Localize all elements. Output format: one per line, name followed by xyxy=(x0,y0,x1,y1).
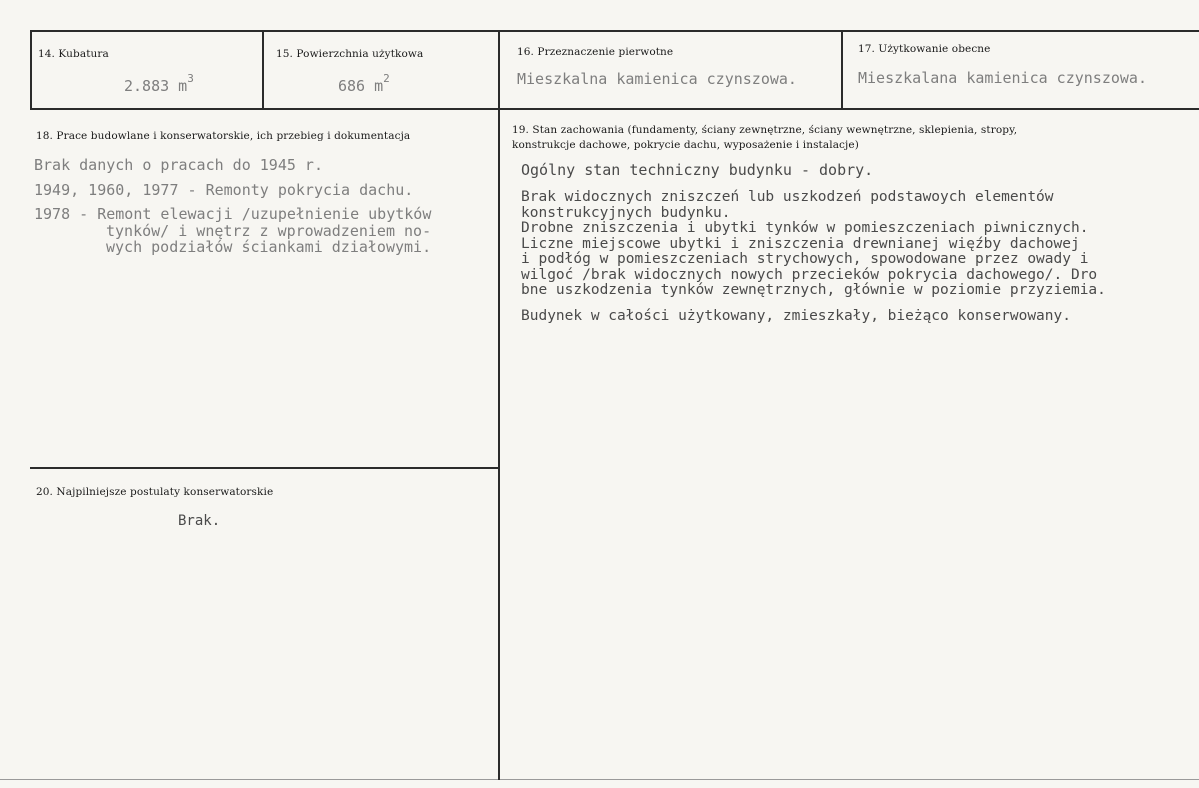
field-19-text xyxy=(521,160,1196,325)
field-20-label: 20. Najpilniejsze postulaty konserwatorskie xyxy=(36,486,274,498)
divider-14-15 xyxy=(262,30,264,110)
field-16-label: 16. Przeznaczenie pierwotne xyxy=(517,46,674,58)
condition-line-7: bne uszkodzenia tynków zewnętrznych, głównie w poziomie przyziemia. xyxy=(521,282,1106,298)
field-17-value: Mieszkalana kamienica czynszowa. xyxy=(858,69,1147,87)
area-value: 686 m xyxy=(338,77,384,95)
page-bottom-rule xyxy=(0,779,1199,780)
field-19-label-line-2: konstrukcje dachowe, pokrycie dachu, wyposażenie i instalacje) xyxy=(512,139,859,151)
works-line-2: 1949, 1960, 1977 - Remonty pokrycia dachu. xyxy=(34,181,414,199)
divider-15-16 xyxy=(498,30,500,780)
condition-line-3: Drobne zniszczenia i ubytki tynków w pomieszczeniach piwnicznych. xyxy=(521,220,1089,236)
works-line-4: tynków/ i wnętrz z wprowadzeniem no- xyxy=(106,222,432,240)
field-15-label: 15. Powierzchnia użytkowa xyxy=(276,48,424,60)
field-17-label: 17. Użytkowanie obecne xyxy=(858,43,991,55)
condition-line-5: i podłóg w pomieszczeniach strychowych, spowodowane przez owady i xyxy=(521,251,1089,267)
field-15-value xyxy=(338,72,390,95)
volume-value: 2.883 m xyxy=(124,77,188,95)
condition-line-1: Brak widocznych zniszczeń lub uszkodzeń podstawoych elementów xyxy=(521,189,1054,205)
works-line-3: 1978 - Remont elewacji /uzupełnienie ubytków xyxy=(34,205,432,223)
condition-general: Ogólny stan techniczny budynku - dobry. xyxy=(521,161,874,179)
condition-line-2: konstrukcyjnych budynku. xyxy=(521,204,731,221)
divider-16-17 xyxy=(841,30,843,110)
row1-bottom-rule xyxy=(30,108,1199,110)
condition-line-6: wilgoć /brak widocznych nowych przecieków pokrycia dachowego/. Dro xyxy=(521,266,1098,283)
field-14-label: 14. Kubatura xyxy=(38,48,109,60)
field-14-value xyxy=(124,72,194,95)
field-19-label-line-1: 19. Stan zachowania (fundamenty, ściany zewnętrzne, ściany wewnętrzne, sklepienia, stropy, xyxy=(512,124,1018,136)
field-20-value: Brak. xyxy=(178,513,221,529)
left-rule xyxy=(30,30,32,110)
condition-summary: Budynek w całości użytkowany, zmieszkały, bieżąco konserwowany. xyxy=(521,307,1071,324)
field-16-value: Mieszkalna kamienica czynszowa. xyxy=(517,70,797,88)
field-18-text xyxy=(34,155,494,255)
volume-unit-exponent: 3 xyxy=(187,72,194,85)
area-unit-exponent: 2 xyxy=(383,72,390,85)
section18-bottom-rule xyxy=(30,467,500,469)
top-rule xyxy=(30,30,1199,32)
works-line-5: wych podziałów ściankami działowymi. xyxy=(106,238,432,256)
condition-line-4: Liczne miejscowe ubytki i zniszczenia drewnianej więźby dachowej xyxy=(521,235,1080,252)
works-line-1: Brak danych o pracach do 1945 r. xyxy=(34,156,323,174)
field-18-label: 18. Prace budowlane i konserwatorskie, ich przebieg i dokumentacja xyxy=(36,130,411,142)
